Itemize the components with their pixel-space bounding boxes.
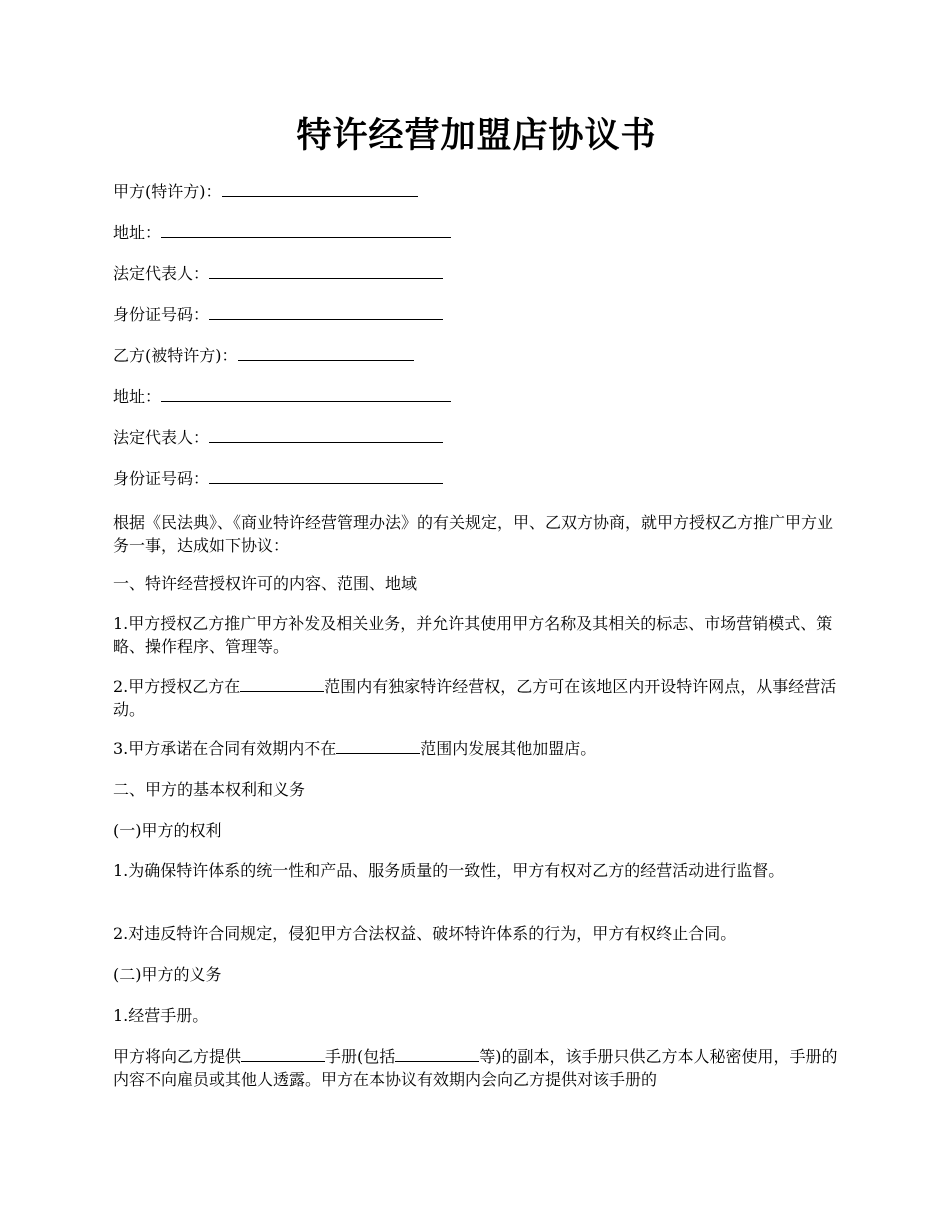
document-title: 特许经营加盟店协议书 xyxy=(296,115,657,156)
blank-line[interactable] xyxy=(395,1046,479,1062)
section1-item-1: 1.甲方授权乙方推广甲方补发及相关业务，并允许其使用甲方名称及其相关的标志、市场营销模式、策略、操作程序、管理等。 xyxy=(113,614,833,656)
blank-line[interactable] xyxy=(209,263,443,279)
subsection-heading-duties: (二)甲方的义务 xyxy=(113,965,222,984)
duties-item-1: 1.经营手册。 xyxy=(113,1006,209,1025)
text: 等)的副本，该手册只供乙方本人秘密使用，手册的内容不向雇员或其他人透露。甲方在本协议有效期内会向乙方提供对该手册的 xyxy=(113,1047,838,1089)
field-label: 法定代表人： xyxy=(113,264,210,283)
field-label: 身份证号码： xyxy=(113,305,210,324)
field-party-b xyxy=(113,345,414,367)
field-id-a xyxy=(113,304,443,326)
field-id-b xyxy=(113,468,443,490)
text: 2.甲方授权乙方在 xyxy=(113,677,241,696)
text: 甲方将向乙方提供 xyxy=(113,1047,242,1066)
field-party-a xyxy=(113,181,418,203)
blank-line[interactable] xyxy=(222,181,418,197)
field-label: 地址： xyxy=(113,223,162,242)
blank-line[interactable] xyxy=(209,304,443,320)
blank-line[interactable] xyxy=(209,427,443,443)
field-legal-rep-b xyxy=(113,427,443,449)
blank-line[interactable] xyxy=(241,1046,325,1062)
blank-line[interactable] xyxy=(240,676,324,692)
field-address-b xyxy=(113,386,451,408)
duties-paragraph xyxy=(113,1045,840,1091)
subsection-heading-rights: (一)甲方的权利 xyxy=(113,821,222,840)
field-label: 身份证号码： xyxy=(113,469,210,488)
field-label: 法定代表人： xyxy=(113,428,210,447)
rights-item-2: 2.对违反特许合同规定，侵犯甲方合法权益、破坏特许体系的行为，甲方有权终止合同。 xyxy=(113,924,737,943)
field-address-a xyxy=(113,222,451,244)
section-heading-1: 一、特许经营授权许可的内容、范围、地域 xyxy=(113,574,418,593)
rights-item-1: 1.为确保特许体系的统一性和产品、服务质量的一致性，甲方有权对乙方的经营活动进行监督。 xyxy=(113,861,785,880)
field-label: 地址： xyxy=(113,387,162,406)
blank-line[interactable] xyxy=(161,222,451,238)
field-legal-rep-a xyxy=(113,263,443,285)
field-label: 乙方(被特许方)： xyxy=(113,346,238,365)
section1-item-2 xyxy=(113,675,840,721)
blank-line[interactable] xyxy=(209,468,443,484)
text: 范围内有独家特许经营权，乙方可在该地区内开设特许网点，从事经营活动。 xyxy=(113,677,837,719)
section-heading-2: 二、甲方的基本权利和义务 xyxy=(113,780,306,799)
intro-paragraph: 根据《民法典》、《商业特许经营管理办法》的有关规定，甲、乙双方协商，就甲方授权乙方推广甲方业务一事，达成如下协议： xyxy=(113,513,834,555)
section1-item-3 xyxy=(113,737,840,760)
blank-line[interactable] xyxy=(238,345,414,361)
field-label: 甲方(特许方)： xyxy=(113,182,222,201)
text: 范围内发展其他加盟店。 xyxy=(420,739,597,758)
text: 手册(包括 xyxy=(325,1047,396,1066)
blank-line[interactable] xyxy=(161,386,451,402)
text: 3.甲方承诺在合同有效期内不在 xyxy=(113,739,337,758)
blank-line[interactable] xyxy=(336,738,420,754)
